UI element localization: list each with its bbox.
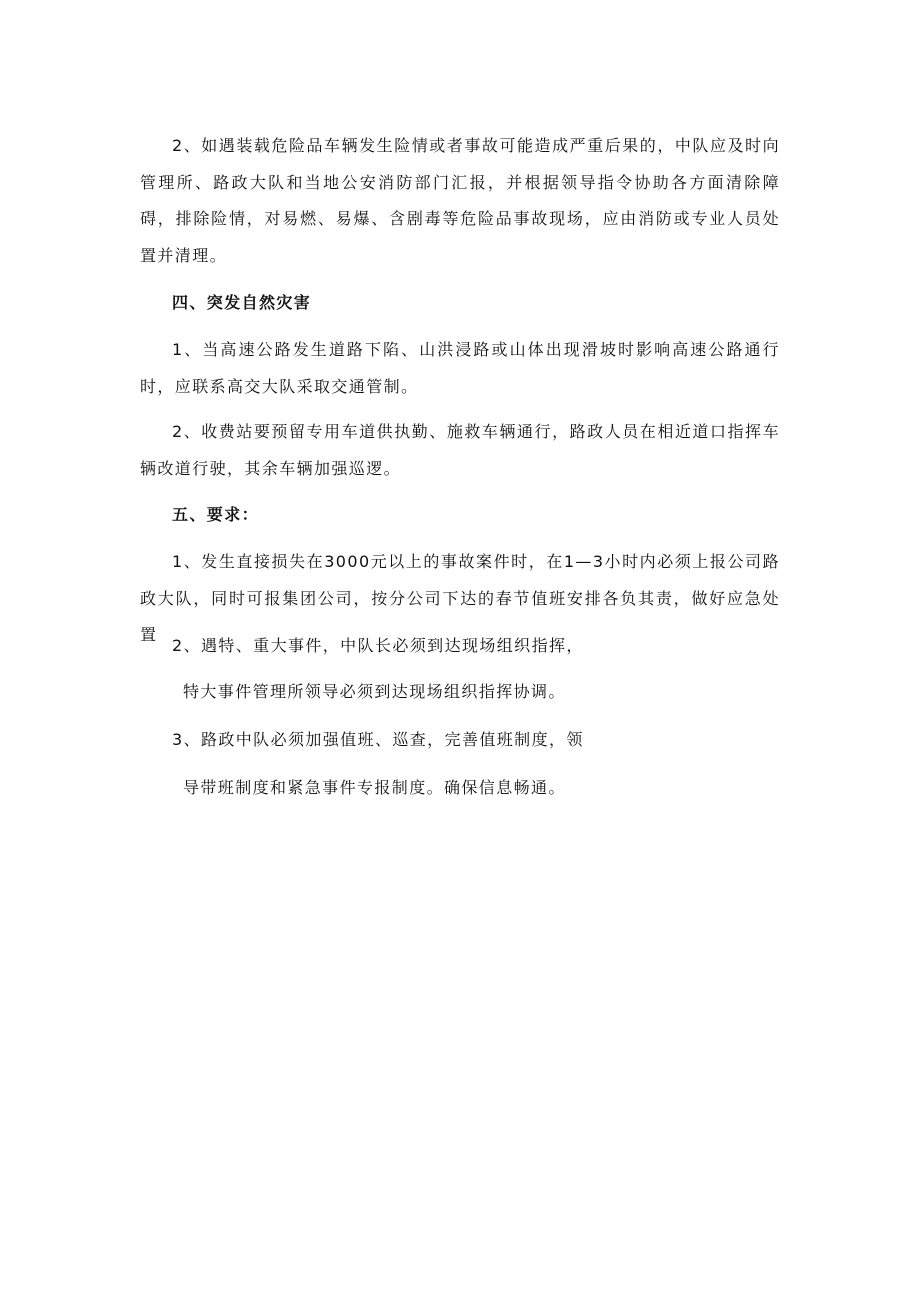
section4-item2-paragraph <box>140 414 780 487</box>
section4-item1-paragraph <box>140 332 780 405</box>
section5-item3-line2: 导带班制度和紧急事件专报制度。确保信息畅通。 <box>183 778 566 797</box>
section5-item1-text: 1、发生直接损失在3000元以上的事故案件时，在1—3小时内必须上报公司路政大队，同时可报集团公司，按分公司下达的春节值班安排各负其责，做好应急处置 <box>140 552 780 644</box>
section5-heading: 五、要求： <box>172 505 260 524</box>
section4-heading: 四、突发自然灾害 <box>172 293 312 312</box>
section5-item3-line1: 3、路政中队必须加强值班、巡查，完善值班制度，领 <box>172 730 584 749</box>
section3-item2-paragraph <box>140 128 780 274</box>
section3-item2-text: 2、如遇装载危险品车辆发生险情或者事故可能造成严重后果的，中队应及时向管理所、路政大队和当地公安消防部门汇报，并根据领导指令协助各方面清除障碍，排除险情，对易燃、易爆、含剧毒等危险品事故现场，应由消防或专业人员处置并清理。 <box>140 136 780 265</box>
section5-item2-line2: 特大事件管理所领导必须到达现场组织指挥协调。 <box>183 682 566 701</box>
section4-item2-text: 2、收费站要预留专用车道供执勤、施救车辆通行，路政人员在相近道口指挥车辆改道行驶，其余车辆加强巡逻。 <box>140 422 780 478</box>
section5-item2-line1: 2、遇特、重大事件，中队长必须到达现场组织指挥， <box>172 636 584 655</box>
section4-item1-text: 1、当高速公路发生道路下陷、山洪浸路或山体出现滑坡时影响高速公路通行时，应联系高交大队采取交通管制。 <box>140 340 780 396</box>
